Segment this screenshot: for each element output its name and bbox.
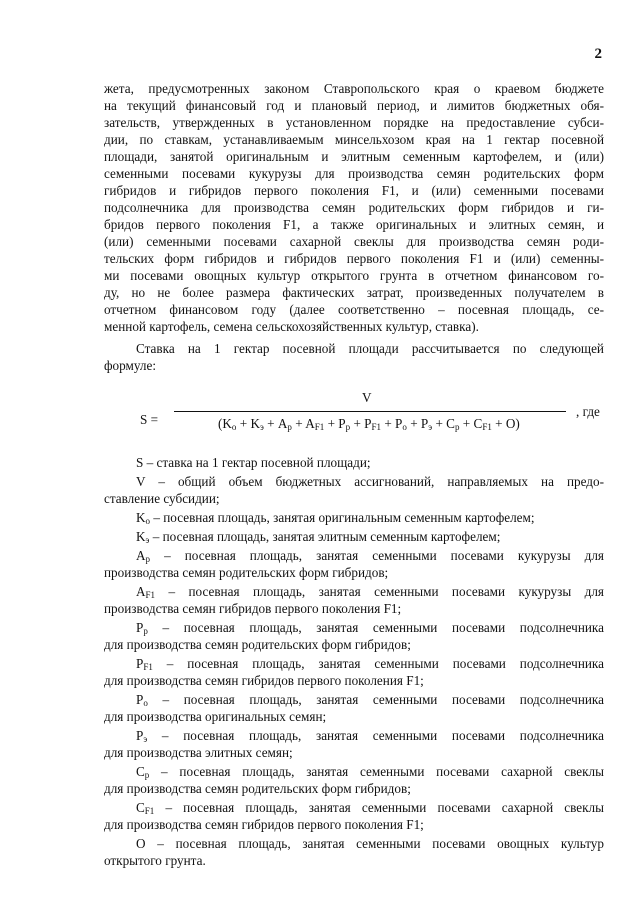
definition-item — [104, 655, 604, 689]
text-line: (или) семенными посевами сахарной свеклы для производства семян роди- — [104, 234, 604, 249]
definition-line: для производства оригинальных семян; — [104, 709, 327, 724]
definition-item — [104, 799, 604, 833]
definition-line: для производства семян гибридов первого поколения F1; — [104, 673, 424, 688]
text-line: гибридов и гибридов первого поколения F1, и (или) семенными посевами — [104, 183, 604, 198]
definition-line: производства семян родительских форм гибридов; — [104, 565, 389, 580]
definition-item — [104, 691, 604, 725]
definition-item — [104, 547, 604, 581]
definition-item — [104, 473, 604, 507]
definition-line: для производства семян родительских форм гибридов; — [104, 781, 411, 796]
definition-line: $A_p$ – посевная площадь, занятая семенными посевами кукурузы для — [136, 548, 604, 564]
formula-numerator: V — [362, 390, 372, 405]
definition-line: для производства семян гибридов первого поколения F1; — [104, 817, 424, 832]
formula-denominator: $(K_o + K_э + A_p + A_{F1} + P_p + P_{F1} + P_o + P_э + C_p + C_{F1} + O)$ — [218, 416, 520, 432]
document-body — [104, 80, 604, 379]
text-line: жета, предусмотренных законом Ставропольского края о краевом бюджете — [104, 81, 604, 96]
formula-intro — [104, 340, 604, 374]
definition-item — [104, 509, 604, 526]
definition-line: производства семян гибридов первого поколения F1; — [104, 601, 402, 616]
text-line: площади, занятой оригинальным и элитным семенным картофелем, и (или) — [104, 149, 604, 164]
text-line: ми посевами овощных культур открытого грунта в отчетном финансовом го- — [104, 268, 604, 283]
text-line: семенными посевами кукурузы для производства семян родительских форм — [104, 166, 604, 181]
definitions-list — [104, 454, 604, 871]
definition-line: $P_{F1}$ – посевная площадь, занятая семенными посевами подсолнечника — [136, 656, 604, 672]
definition-item — [104, 763, 604, 797]
page-number: 2 — [594, 46, 602, 62]
definition-line: для производства элитных семян; — [104, 745, 293, 760]
definition-line: $P_э$ – посевная площадь, занятая семенными посевами подсолнечника — [136, 728, 604, 744]
definition-line: $C_{F1}$ – посевная площадь, занятая семенными посевами сахарной свеклы — [136, 800, 604, 816]
text-line: отчетном финансовом году (далее соответственно – посевная площадь, се- — [104, 302, 604, 317]
definition-item — [104, 727, 604, 761]
definition-line: V – общий объем бюджетных ассигнований, направляемых на предо- — [136, 474, 604, 489]
definition-line: $K_э$ – посевная площадь, занятая элитным семенным картофелем; — [136, 529, 501, 545]
definition-line: $A_{F1}$ – посевная площадь, занятая семенными посевами кукурузы для — [136, 584, 604, 600]
definition-line: $P_o$ – посевная площадь, занятая семенными посевами подсолнечника — [136, 692, 604, 708]
text-line: на текущий финансовый год и плановый период, и лимитов бюджетных обя- — [104, 98, 604, 113]
main-paragraph — [104, 80, 604, 335]
definition-line: $P_p$ – посевная площадь, занятая семенными посевами подсолнечника — [136, 620, 604, 636]
formula-lhs: S = — [140, 412, 159, 427]
definition-line: $C_p$ – посевная площадь, занятая семенными посевами сахарной свеклы — [136, 764, 604, 780]
definition-item — [104, 619, 604, 653]
text-line: бридов первого поколения F1, а также оригинальных и элитных семян, и — [104, 217, 604, 232]
fraction-bar — [174, 411, 566, 412]
text-line: ду, но не более размера фактических затрат, произведенных получателем в — [104, 285, 604, 300]
text-line: формуле: — [104, 358, 156, 373]
text-line: зательств, утвержденных в установленном порядке на предоставление субси- — [104, 115, 604, 130]
formula — [104, 390, 604, 446]
definition-line: ставление субсидии; — [104, 491, 220, 506]
definition-item — [104, 835, 604, 869]
formula-suffix: , где — [576, 404, 600, 419]
text-line: подсолнечника для производства семян родительских форм гибридов и ги- — [104, 200, 604, 215]
definition-line: O – посевная площадь, занятая семенными посевами овощных культур — [136, 836, 604, 851]
definition-line: для производства семян родительских форм гибридов; — [104, 637, 411, 652]
definition-item — [104, 583, 604, 617]
definition-item — [104, 528, 604, 545]
text-line: менной картофель, семена сельскохозяйственных культур, ставка). — [104, 319, 479, 334]
text-line: Ставка на 1 гектар посевной площади рассчитывается по следующей — [136, 341, 604, 356]
definition-line: S – ставка на 1 гектар посевной площади; — [136, 455, 371, 470]
text-line: дии, по ставкам, устанавливаемым минсельхозом края на 1 гектар посевной — [104, 132, 604, 147]
definition-item — [104, 454, 604, 471]
text-line: тельских форм гибридов и гибридов первого поколения F1 и (или) семенны- — [104, 251, 604, 266]
definition-line: $K_o$ – посевная площадь, занятая оригинальным семенным картофелем; — [136, 510, 535, 526]
definition-line: открытого грунта. — [104, 853, 206, 868]
